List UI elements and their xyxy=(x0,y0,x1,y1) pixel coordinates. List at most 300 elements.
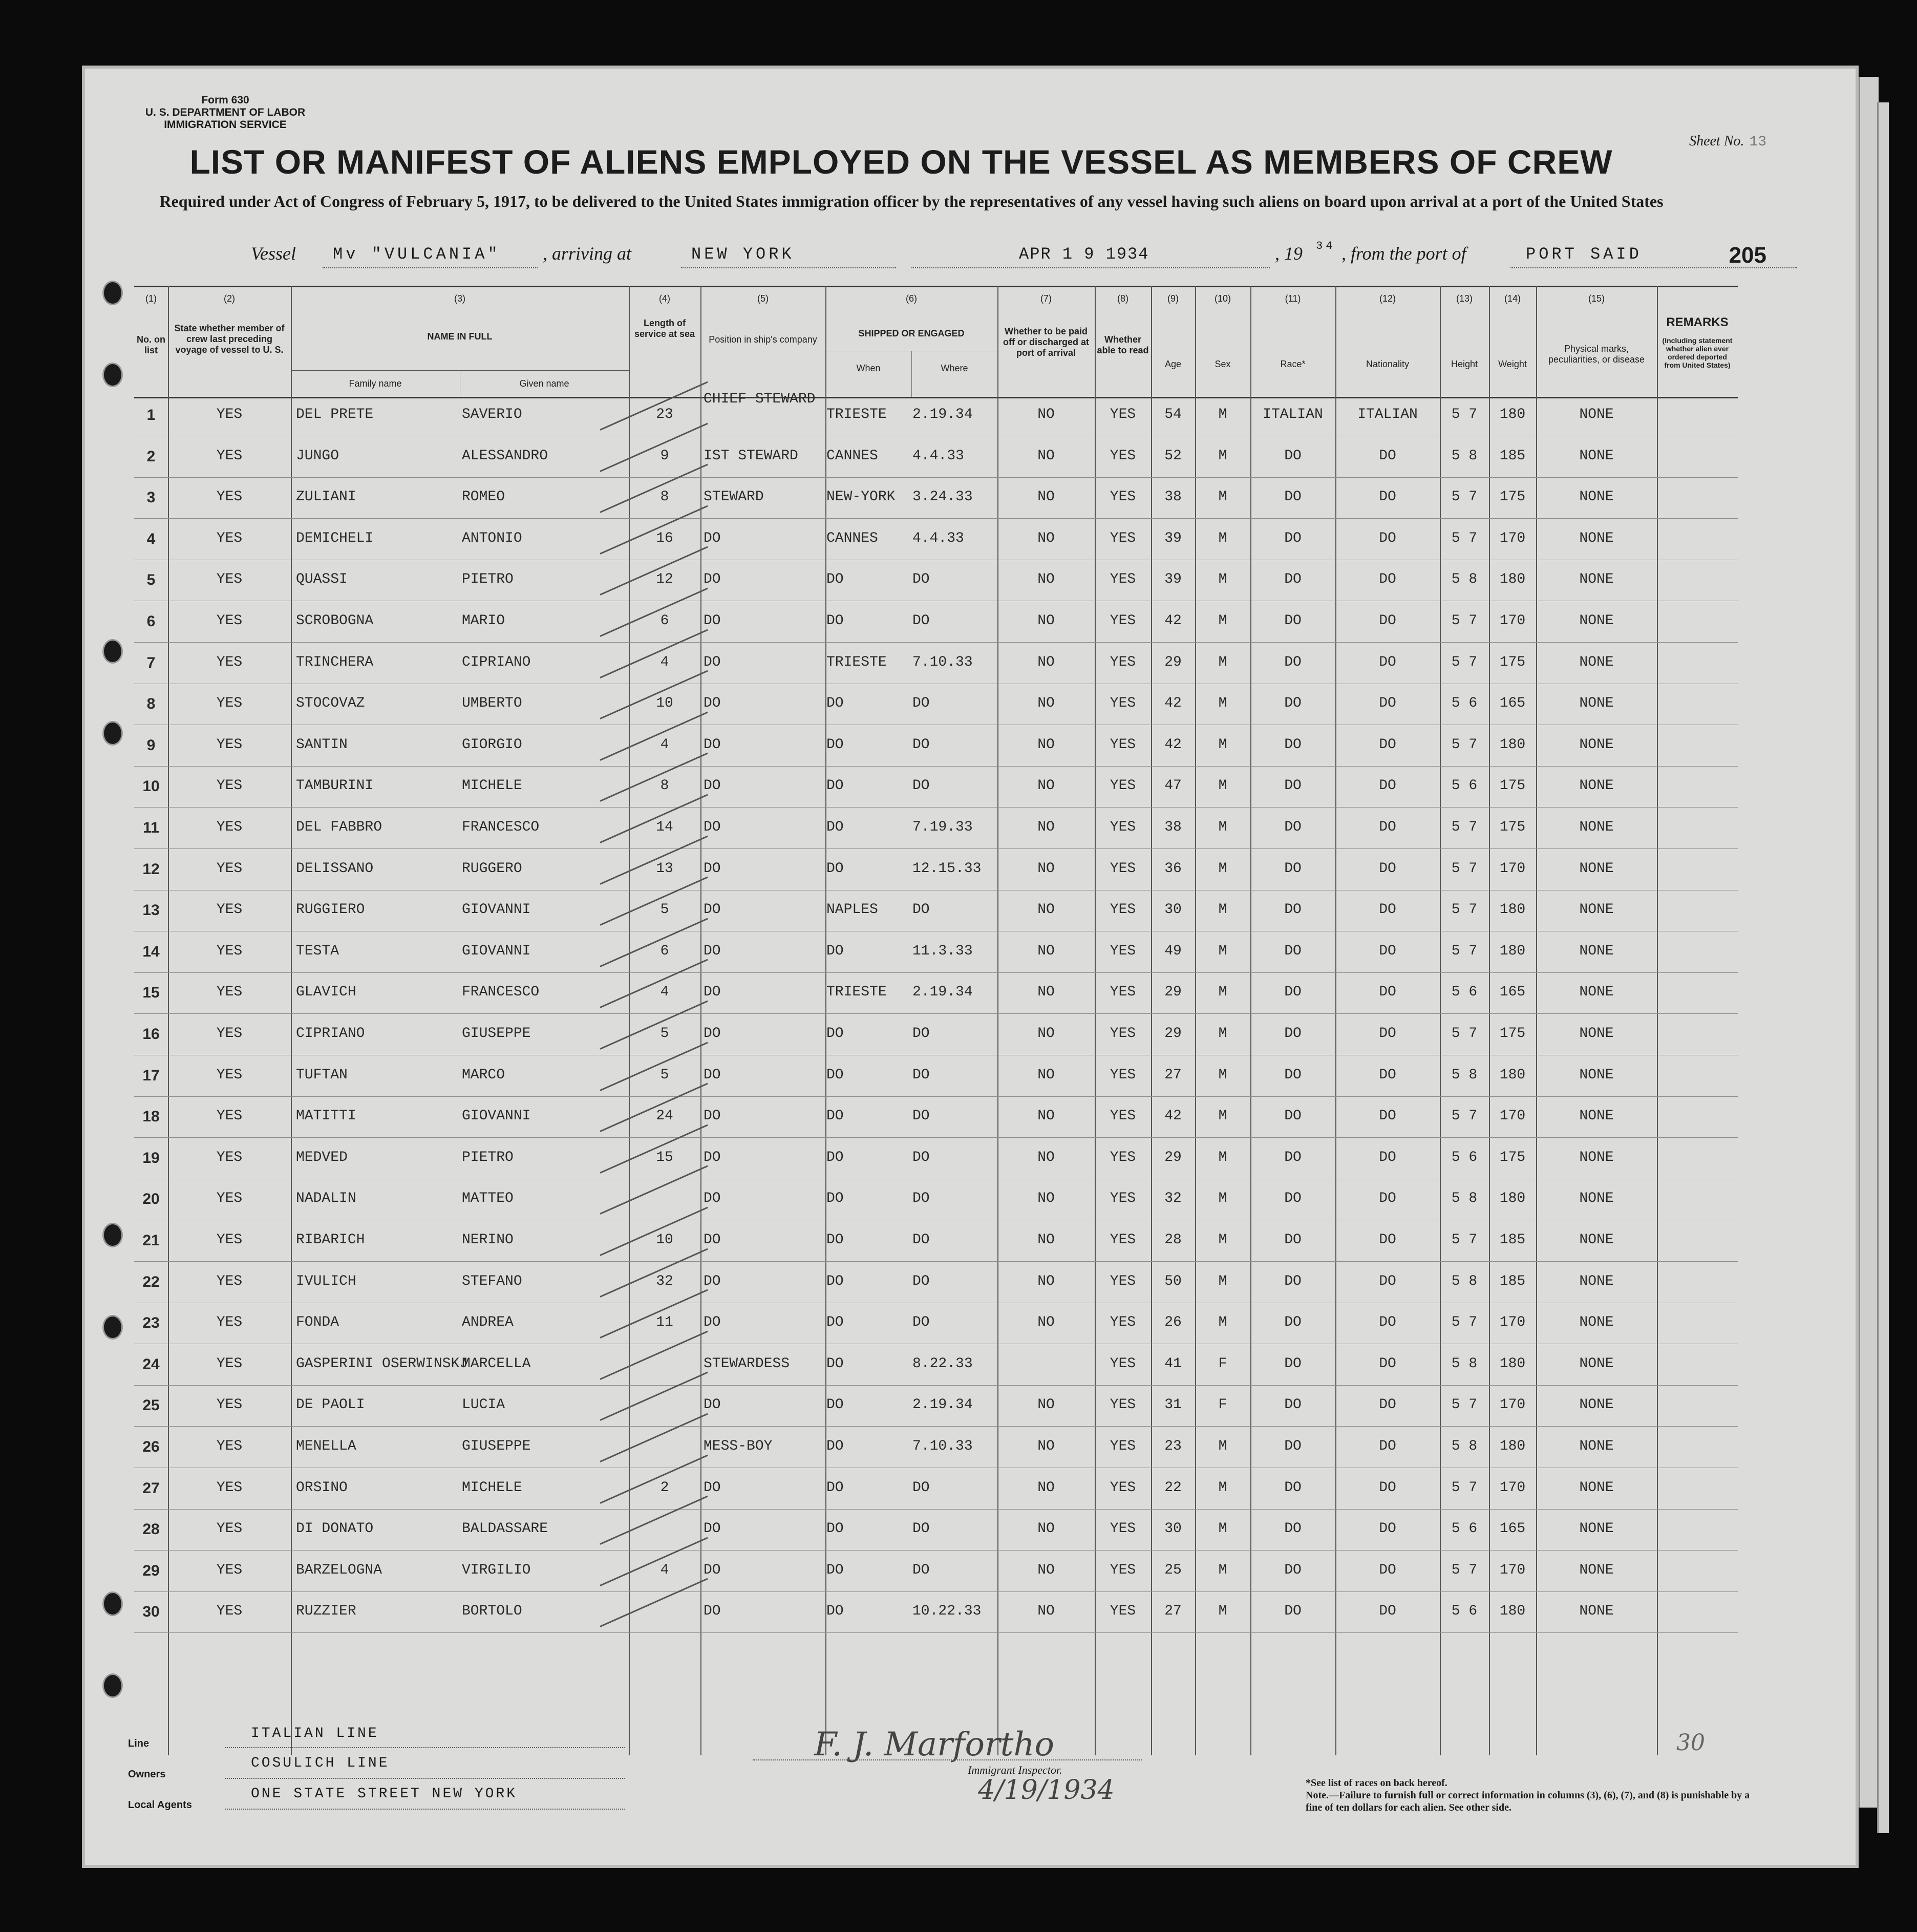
header-remarks-note: (Including statement whether alien ever ordered deported from United States) xyxy=(1662,336,1733,369)
cell-race: DO xyxy=(1284,1191,1302,1207)
cell-family-name: DI DONATO xyxy=(296,1521,374,1537)
cell-sex: M xyxy=(1218,860,1227,877)
cell-height: 5 7 xyxy=(1451,736,1478,753)
cell-height: 5 7 xyxy=(1451,1562,1478,1578)
cell-height: 5 7 xyxy=(1451,943,1478,959)
cell-nationality: DO xyxy=(1379,1314,1396,1331)
cell-weight: 180 xyxy=(1499,943,1526,959)
cell-physical-marks: NONE xyxy=(1579,902,1614,918)
cell-position: DO xyxy=(704,613,721,629)
cell-height: 5 8 xyxy=(1451,1067,1478,1083)
cell-row-number: 28 xyxy=(142,1521,160,1538)
cell-shipped-when: DO xyxy=(826,613,844,629)
cell-crew-member-previous: YES xyxy=(216,1562,243,1578)
cell-physical-marks: NONE xyxy=(1579,1562,1614,1578)
col-number: (13) xyxy=(1456,293,1473,304)
col-number: (11) xyxy=(1285,293,1301,304)
cell-given-name: GIOVANNI xyxy=(462,1108,531,1124)
cell-age: 39 xyxy=(1164,530,1182,546)
cell-age: 54 xyxy=(1164,407,1182,422)
cell-physical-marks: NONE xyxy=(1579,571,1614,588)
agents-value: ONE STATE STREET NEW YORK xyxy=(251,1786,518,1802)
table-row xyxy=(134,1427,1738,1468)
cell-age: 38 xyxy=(1164,489,1182,505)
cell-able-to-read: YES xyxy=(1110,1562,1136,1578)
line-label: Line xyxy=(128,1738,150,1749)
cell-weight: 180 xyxy=(1499,736,1526,753)
cell-sex: M xyxy=(1218,1521,1227,1537)
cell-physical-marks: NONE xyxy=(1579,1479,1614,1496)
cell-weight: 175 xyxy=(1499,778,1526,794)
cell-position: DO xyxy=(704,1562,721,1578)
cell-nationality: DO xyxy=(1379,1067,1396,1083)
vessel-name: Mv "VULCANIA" xyxy=(333,245,501,264)
cell-shipped-when: DO xyxy=(826,1521,844,1537)
cell-nationality: DO xyxy=(1379,1273,1396,1289)
cell-race: DO xyxy=(1284,1314,1302,1331)
cell-race: DO xyxy=(1284,1562,1302,1578)
punch-hole xyxy=(102,1223,123,1247)
cell-sex: M xyxy=(1218,407,1227,422)
cell-physical-marks: NONE xyxy=(1579,407,1614,422)
cell-given-name: MICHELE xyxy=(462,1479,522,1496)
cell-paid-off: NO xyxy=(1037,984,1055,1001)
cell-physical-marks: NONE xyxy=(1579,654,1614,670)
arrival-date-stamp: APR 1 9 1934 xyxy=(1019,245,1149,264)
cell-able-to-read: YES xyxy=(1110,984,1136,1001)
cell-row-number: 5 xyxy=(146,571,156,589)
cell-row-number: 30 xyxy=(142,1603,160,1621)
paper-edge xyxy=(1859,77,1879,1808)
cell-nationality: DO xyxy=(1379,736,1396,753)
cell-sex: M xyxy=(1218,1603,1227,1620)
cell-height: 5 8 xyxy=(1451,1355,1478,1372)
cell-nationality: DO xyxy=(1379,1438,1396,1454)
cell-paid-off: NO xyxy=(1037,1521,1055,1537)
table-row xyxy=(134,932,1738,973)
cell-length-of-service: 4 xyxy=(660,984,669,1001)
cell-crew-member-previous: YES xyxy=(216,1438,243,1454)
cell-nationality: DO xyxy=(1379,1191,1396,1207)
cell-race: DO xyxy=(1284,1067,1302,1083)
table-row xyxy=(134,437,1738,478)
footnote-races: *See list of races on back hereof. xyxy=(1306,1777,1447,1789)
cell-nationality: DO xyxy=(1379,860,1396,877)
cell-shipped-where: DO xyxy=(912,778,930,794)
cell-crew-member-previous: YES xyxy=(216,1067,243,1083)
cell-able-to-read: YES xyxy=(1110,1191,1136,1207)
cell-physical-marks: NONE xyxy=(1579,860,1614,877)
year-label: , 19 xyxy=(1275,243,1303,264)
cell-row-number: 7 xyxy=(146,654,156,671)
cell-physical-marks: NONE xyxy=(1579,736,1614,753)
cell-shipped-when: DO xyxy=(826,1108,844,1124)
cell-race: DO xyxy=(1284,613,1302,629)
cell-crew-member-previous: YES xyxy=(216,1397,243,1413)
cell-sex: M xyxy=(1218,902,1227,918)
cell-given-name: BALDASSARE xyxy=(462,1521,548,1537)
sheet-number-value: 13 xyxy=(1749,134,1766,150)
cell-shipped-where: 3.24.33 xyxy=(912,489,973,505)
cell-weight: 170 xyxy=(1499,860,1526,877)
cell-row-number: 26 xyxy=(142,1438,160,1455)
cell-paid-off: NO xyxy=(1037,819,1055,835)
cell-position: DO xyxy=(704,1149,721,1165)
cell-row-number: 29 xyxy=(142,1562,160,1579)
cell-given-name: UMBERTO xyxy=(462,695,522,712)
cell-shipped-where: DO xyxy=(912,1562,930,1578)
cell-given-name: MARCELLA xyxy=(462,1355,531,1372)
cell-sex: M xyxy=(1218,1562,1227,1578)
cell-sex: M xyxy=(1218,1149,1227,1165)
cell-height: 5 7 xyxy=(1451,489,1478,505)
table-row xyxy=(134,478,1738,519)
cell-able-to-read: YES xyxy=(1110,530,1136,546)
cell-row-number: 9 xyxy=(146,736,156,754)
cell-shipped-when: DO xyxy=(826,1191,844,1207)
cell-height: 5 7 xyxy=(1451,1026,1478,1042)
cell-height: 5 7 xyxy=(1451,1232,1478,1248)
department: U. S. DEPARTMENT OF LABOR xyxy=(145,107,306,118)
cell-sex: M xyxy=(1218,1067,1227,1083)
table-row xyxy=(134,1056,1738,1097)
cell-family-name: SCROBOGNA xyxy=(296,613,374,629)
cell-height: 5 6 xyxy=(1451,1149,1478,1165)
cell-paid-off: NO xyxy=(1037,654,1055,670)
cell-height: 5 6 xyxy=(1451,1521,1478,1537)
table-row xyxy=(134,850,1738,890)
cell-length-of-service: 5 xyxy=(660,902,669,918)
cell-able-to-read: YES xyxy=(1110,695,1136,712)
cell-race: DO xyxy=(1284,1273,1302,1289)
table-row xyxy=(134,1345,1738,1386)
cell-crew-member-previous: YES xyxy=(216,1149,243,1165)
cell-length-of-service: 6 xyxy=(660,943,669,959)
cell-family-name: DEMICHELI xyxy=(296,530,374,546)
cell-given-name: MATTEO xyxy=(462,1191,514,1207)
header-remarks: REMARKS xyxy=(1666,315,1729,329)
cell-weight: 180 xyxy=(1499,1603,1526,1620)
footer xyxy=(77,1710,1766,1823)
cell-crew-member-previous: YES xyxy=(216,1232,243,1248)
table-row xyxy=(134,890,1738,931)
cell-crew-member-previous: YES xyxy=(216,654,243,670)
cell-row-number: 6 xyxy=(146,613,156,630)
cell-row-number: 19 xyxy=(142,1149,160,1166)
cell-given-name: MICHELE xyxy=(462,778,522,794)
cell-sex: M xyxy=(1218,489,1227,505)
cell-able-to-read: YES xyxy=(1110,1438,1136,1454)
header-no: No. on list xyxy=(137,334,165,355)
cell-sex: M xyxy=(1218,1273,1227,1289)
cell-length-of-service: 8 xyxy=(660,489,669,505)
col-number: (5) xyxy=(757,293,769,304)
cell-shipped-when: DO xyxy=(826,1438,844,1454)
cell-weight: 170 xyxy=(1499,1479,1526,1496)
cell-position: DO xyxy=(704,1108,721,1124)
cell-family-name: ORSINO xyxy=(296,1479,348,1496)
cell-length-of-service: 4 xyxy=(660,736,669,753)
cell-paid-off: NO xyxy=(1037,1273,1055,1289)
col-number: (2) xyxy=(224,293,235,304)
table-row xyxy=(134,1097,1738,1138)
fill-line xyxy=(911,267,1270,268)
col-number: (4) xyxy=(659,293,670,304)
cell-paid-off: NO xyxy=(1037,571,1055,588)
cell-given-name: FRANCESCO xyxy=(462,984,540,1001)
cell-race: DO xyxy=(1284,860,1302,877)
cell-paid-off: NO xyxy=(1037,1479,1055,1496)
cell-paid-off: NO xyxy=(1037,902,1055,918)
cell-shipped-where: DO xyxy=(912,571,930,588)
cell-position: DO xyxy=(704,902,721,918)
cell-able-to-read: YES xyxy=(1110,448,1136,464)
cell-nationality: DO xyxy=(1379,1108,1396,1124)
header-length: Length of service at sea xyxy=(634,318,695,339)
cell-sex: M xyxy=(1218,530,1227,546)
signature-date: 4/19/1934 xyxy=(978,1775,1115,1806)
form-identifier xyxy=(133,94,317,131)
cell-able-to-read: YES xyxy=(1110,943,1136,959)
cell-age: 47 xyxy=(1164,778,1182,794)
cell-crew-member-previous: YES xyxy=(216,613,243,629)
cell-physical-marks: NONE xyxy=(1579,448,1614,464)
col-number: (10) xyxy=(1214,293,1231,304)
cell-row-number: 24 xyxy=(142,1355,160,1373)
cell-paid-off: NO xyxy=(1037,489,1055,505)
cell-shipped-when: DO xyxy=(826,819,844,835)
cell-crew-member-previous: YES xyxy=(216,1314,243,1331)
cell-row-number: 14 xyxy=(142,943,160,960)
signature-line xyxy=(753,1759,1142,1760)
cell-physical-marks: NONE xyxy=(1579,1355,1614,1372)
cell-family-name: TUFTAN xyxy=(296,1067,348,1083)
cell-given-name: PIETRO xyxy=(462,1149,514,1165)
cell-age: 41 xyxy=(1164,1355,1182,1372)
cell-shipped-when: DO xyxy=(826,778,844,794)
cell-row-number: 21 xyxy=(142,1232,160,1249)
cell-shipped-when: DO xyxy=(826,1232,844,1248)
cell-position: MESS-BOY xyxy=(704,1438,773,1454)
cell-race: DO xyxy=(1284,1603,1302,1620)
cell-race: DO xyxy=(1284,1149,1302,1165)
arriving-port: NEW YORK xyxy=(691,245,795,264)
fill-line xyxy=(225,1778,625,1779)
table-row xyxy=(134,1469,1738,1510)
cell-age: 27 xyxy=(1164,1603,1182,1620)
cell-nationality: DO xyxy=(1379,778,1396,794)
cell-given-name: ALESSANDRO xyxy=(462,448,548,464)
cell-position: DO xyxy=(704,860,721,877)
table-row xyxy=(134,973,1738,1014)
cell-height: 5 6 xyxy=(1451,695,1478,712)
cell-age: 32 xyxy=(1164,1191,1182,1207)
cell-able-to-read: YES xyxy=(1110,860,1136,877)
cell-row-number: 17 xyxy=(142,1067,160,1084)
table-row xyxy=(134,1386,1738,1427)
cell-crew-member-previous: YES xyxy=(216,407,243,422)
paper-edge xyxy=(1877,102,1889,1833)
cell-nationality: DO xyxy=(1379,489,1396,505)
cell-height: 5 6 xyxy=(1451,984,1478,1001)
cell-shipped-where: DO xyxy=(912,1108,930,1124)
cell-shipped-where: DO xyxy=(912,736,930,753)
cell-shipped-when: DO xyxy=(826,736,844,753)
cell-weight: 170 xyxy=(1499,530,1526,546)
cell-age: 30 xyxy=(1164,1521,1182,1537)
cell-shipped-when: NEW-YORK xyxy=(826,489,896,505)
cell-paid-off: NO xyxy=(1037,695,1055,712)
cell-weight: 175 xyxy=(1499,654,1526,670)
header-read: Whether able to read xyxy=(1097,334,1149,355)
table-row xyxy=(134,519,1738,560)
form-number: Form 630 xyxy=(201,94,249,106)
cell-weight: 180 xyxy=(1499,571,1526,588)
cell-sex: M xyxy=(1218,1108,1227,1124)
cell-given-name: NERINO xyxy=(462,1232,514,1248)
cell-crew-member-previous: YES xyxy=(216,1603,243,1620)
cell-paid-off: NO xyxy=(1037,1438,1055,1454)
cell-position: DO xyxy=(704,778,721,794)
cell-row-number: 23 xyxy=(142,1314,160,1332)
cell-family-name: IVULICH xyxy=(296,1273,356,1289)
cell-weight: 170 xyxy=(1499,1397,1526,1413)
cell-family-name: DEL PRETE xyxy=(296,407,374,422)
cell-length-of-service: 11 xyxy=(656,1314,673,1331)
table-row xyxy=(134,1179,1738,1220)
cell-height: 5 7 xyxy=(1451,1397,1478,1413)
cell-shipped-when: TRIESTE xyxy=(826,654,887,670)
cell-row-number: 12 xyxy=(142,860,160,878)
cell-sex: M xyxy=(1218,778,1227,794)
cell-given-name: MARIO xyxy=(462,613,505,629)
cell-nationality: DO xyxy=(1379,1149,1396,1165)
cell-given-name: LUCIA xyxy=(462,1397,505,1413)
cell-shipped-when: TRIESTE xyxy=(826,407,887,422)
cell-able-to-read: YES xyxy=(1110,1232,1136,1248)
cell-weight: 180 xyxy=(1499,902,1526,918)
cell-height: 5 7 xyxy=(1451,1314,1478,1331)
cell-family-name: GLAVICH xyxy=(296,984,356,1001)
cell-paid-off: NO xyxy=(1037,1603,1055,1620)
cell-crew-member-previous: YES xyxy=(216,1479,243,1496)
cell-paid-off: NO xyxy=(1037,943,1055,959)
header-divider xyxy=(911,351,912,397)
cell-position: DO xyxy=(704,1479,721,1496)
col-number: (7) xyxy=(1040,293,1052,304)
cell-height: 5 8 xyxy=(1451,571,1478,588)
cell-physical-marks: NONE xyxy=(1579,1273,1614,1289)
cell-family-name: RUZZIER xyxy=(296,1603,356,1620)
cell-length-of-service: 5 xyxy=(660,1026,669,1042)
cell-given-name: ANDREA xyxy=(462,1314,514,1331)
cell-position: DO xyxy=(704,530,721,546)
agents-label: Local Agents xyxy=(128,1799,192,1811)
cell-sex: F xyxy=(1218,1355,1227,1372)
cell-given-name: GIOVANNI xyxy=(462,902,531,918)
cell-shipped-when: DO xyxy=(826,695,844,712)
cell-crew-member-previous: YES xyxy=(216,736,243,753)
from-port-label: , from the port of xyxy=(1341,243,1466,264)
cell-crew-member-previous: YES xyxy=(216,1273,243,1289)
cell-shipped-where: DO xyxy=(912,902,930,918)
cell-nationality: DO xyxy=(1379,1603,1396,1620)
cell-shipped-where: DO xyxy=(912,1149,930,1165)
cell-row-number: 13 xyxy=(142,902,160,919)
cell-crew-member-previous: YES xyxy=(216,943,243,959)
cell-height: 5 7 xyxy=(1451,819,1478,835)
cell-physical-marks: NONE xyxy=(1579,489,1614,505)
cell-row-number: 1 xyxy=(146,407,156,423)
header-race: Race* xyxy=(1280,359,1306,369)
cell-given-name: GIUSEPPE xyxy=(462,1438,531,1454)
cell-race: DO xyxy=(1284,448,1302,464)
header-position: Position in ship's company xyxy=(709,334,817,345)
cell-race: DO xyxy=(1284,571,1302,588)
cell-nationality: DO xyxy=(1379,902,1396,918)
cell-given-name: MARCO xyxy=(462,1067,505,1083)
cell-family-name: CIPRIANO xyxy=(296,1026,365,1042)
cell-sex: M xyxy=(1218,695,1227,712)
cell-able-to-read: YES xyxy=(1110,819,1136,835)
cell-age: 25 xyxy=(1164,1562,1182,1578)
cell-shipped-where: 8.22.33 xyxy=(912,1355,973,1372)
row-rule xyxy=(134,1632,1738,1633)
cell-shipped-when: DO xyxy=(826,1067,844,1083)
cell-position: IST STEWARD xyxy=(704,448,798,464)
table-row xyxy=(134,1510,1738,1551)
cell-position: DO xyxy=(704,943,721,959)
cell-position: DO xyxy=(704,654,721,670)
cell-weight: 180 xyxy=(1499,1191,1526,1207)
table-row xyxy=(134,684,1738,725)
cell-weight: 170 xyxy=(1499,1314,1526,1331)
cell-race: ITALIAN xyxy=(1263,407,1323,422)
cell-row-number: 22 xyxy=(142,1273,160,1290)
cell-shipped-where: DO xyxy=(912,1479,930,1496)
fill-line xyxy=(323,267,538,268)
col-number: (1) xyxy=(145,293,157,304)
cell-height: 5 7 xyxy=(1451,902,1478,918)
cell-shipped-where: DO xyxy=(912,695,930,712)
cell-family-name: MATITTI xyxy=(296,1108,356,1124)
cell-weight: 185 xyxy=(1499,1273,1526,1289)
cell-row-number: 10 xyxy=(142,778,160,795)
cell-physical-marks: NONE xyxy=(1579,695,1614,712)
cell-able-to-read: YES xyxy=(1110,654,1136,670)
cell-paid-off: NO xyxy=(1037,1108,1055,1124)
cell-race: DO xyxy=(1284,695,1302,712)
cell-length-of-service: 2 xyxy=(660,1479,669,1496)
cell-age: 42 xyxy=(1164,695,1182,712)
cell-age: 38 xyxy=(1164,819,1182,835)
cell-race: DO xyxy=(1284,736,1302,753)
cell-position: DO xyxy=(704,1026,721,1042)
cell-family-name: GASPERINI OSERWINSKJ xyxy=(296,1355,468,1372)
punch-hole xyxy=(102,363,123,387)
cell-physical-marks: NONE xyxy=(1579,1191,1614,1207)
cell-row-number: 4 xyxy=(146,530,156,547)
table-row xyxy=(134,602,1738,643)
cell-race: DO xyxy=(1284,902,1302,918)
cell-shipped-when: CANNES xyxy=(826,530,878,546)
cell-shipped-where: 2.19.34 xyxy=(912,1397,973,1413)
cell-sex: M xyxy=(1218,1026,1227,1042)
cell-nationality: DO xyxy=(1379,1232,1396,1248)
cell-shipped-when: NAPLES xyxy=(826,902,878,918)
fill-line xyxy=(681,267,896,268)
cell-family-name: NADALIN xyxy=(296,1191,356,1207)
